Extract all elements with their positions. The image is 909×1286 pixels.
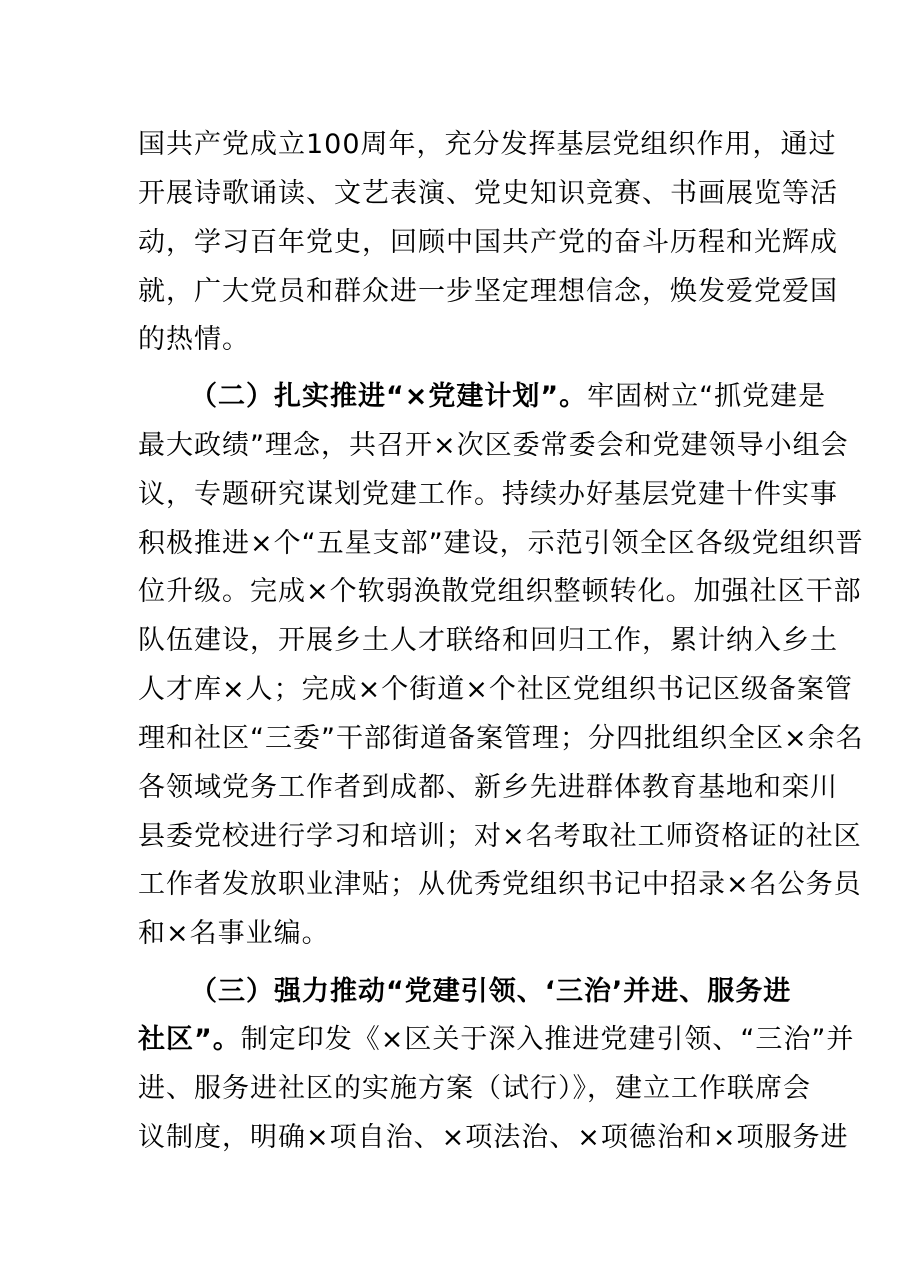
paragraph-line (138, 1072, 811, 1106)
paragraph-line (190, 380, 827, 414)
body-text: 就，广大党员和群众进一步坚定理想信念，焕发爱党爱国 (138, 276, 838, 307)
body-text: 国共产党成立100周年，充分发挥基层党组织作用，通过 (138, 129, 837, 160)
paragraph-line (138, 527, 864, 561)
paragraph-line (138, 917, 778, 951)
body-text: 工作者发放职业津贴；从优秀党组织书记中招录×名公务员 (138, 869, 862, 900)
body-text: 人才库×人；完成×个街道×个社区党组织书记区级备案管 (138, 674, 853, 705)
body-text: 各领域党务工作者到成都、新乡先进群体教育基地和栾川 (138, 772, 838, 803)
paragraph-line (138, 323, 778, 357)
paragraph-line (138, 226, 838, 260)
body-text: 积极推进×个“五星支部”建设，示范引领全区各级党组织晋 (138, 528, 864, 559)
paragraph-line (138, 673, 853, 707)
heading-text: （二）扎实推进“×党建计划”。 (190, 381, 588, 412)
paragraph-line (138, 1121, 849, 1155)
paragraph-line (138, 771, 838, 805)
paragraph-line (138, 275, 838, 309)
body-text: 议制度，明确×项自治、×项法治、×项德治和×项服务进 (138, 1122, 849, 1153)
body-text: 开展诗歌诵读、文艺表演、党史知识竞赛、书画展览等活 (138, 178, 838, 209)
body-text: 制定印发《×区关于深入推进党建引领、“三治”并 (240, 1024, 855, 1055)
paragraph-line (138, 478, 838, 512)
paragraph-line (138, 177, 838, 211)
paragraph-line (138, 1023, 855, 1057)
paragraph-line (138, 722, 864, 756)
body-text: 最大政绩”理念，共召开×次区委常委会和党建领导小组会 (138, 430, 849, 461)
paragraph-line (138, 429, 849, 463)
heading-text: 社区”。 (138, 1024, 241, 1055)
body-text: 进、服务进社区的实施方案（试行）》，建立工作联席会 (138, 1073, 811, 1104)
body-text: 动，学习百年党史，回顾中国共产党的奋斗历程和光辉成 (138, 227, 838, 258)
paragraph-line (138, 128, 837, 162)
body-text: 队伍建设，开展乡土人才联络和回归工作，累计纳入乡土 (138, 625, 838, 656)
body-text: 和×名事业编。 (138, 918, 330, 949)
body-text: 的热情。 (138, 324, 250, 355)
paragraph-line (138, 575, 862, 609)
body-text: 理和社区“三委”干部街道备案管理；分四批组织全区×余名 (138, 723, 864, 754)
paragraph-line (138, 868, 862, 902)
body-text: 议，专题研究谋划党建工作。持续办好基层党建十件实事 (138, 479, 838, 510)
paragraph-line (190, 975, 792, 1009)
body-text: 牢固树立“抓党建是 (587, 381, 827, 412)
body-text: 县委党校进行学习和培训；对×名考取社工师资格证的社区 (138, 821, 862, 852)
paragraph-line (138, 624, 838, 658)
heading-text: （三）强力推动“党建引领、‘三治’并进、服务进 (190, 976, 792, 1007)
body-text: 位升级。完成×个软弱涣散党组织整顿转化。加强社区干部 (138, 576, 862, 607)
paragraph-line (138, 820, 862, 854)
